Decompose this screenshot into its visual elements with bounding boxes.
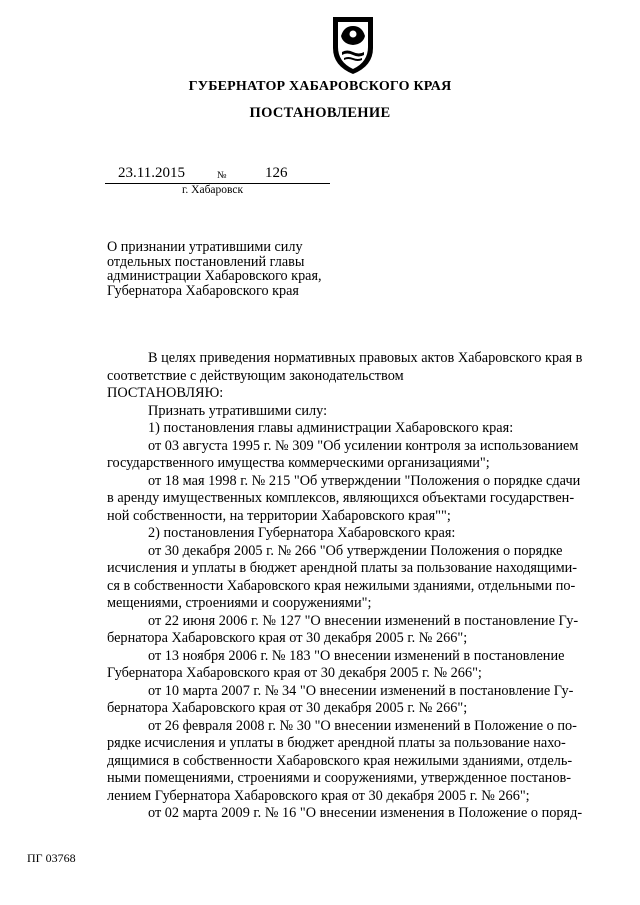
coat-of-arms-icon bbox=[329, 14, 377, 76]
body-line: от 03 августа 1995 г. № 309 "Об усилении контроля за использованием bbox=[148, 437, 579, 454]
subject-line: отдельных постановлений главы bbox=[107, 253, 305, 270]
body-line: мещениями, строениями и сооружениями"; bbox=[107, 595, 372, 611]
body-line: рядке исчисления и уплаты в бюджет арендной платы за пользование нахо- bbox=[107, 735, 566, 751]
body-line: бернатора Хабаровского края от 30 декабря 2005 г. № 266"; bbox=[107, 630, 468, 646]
body-line: ПОСТАНОВЛЯЮ: bbox=[107, 385, 224, 401]
body-line: дящимися в собственности Хабаровского края нежилыми зданиями, отдель- bbox=[107, 752, 573, 769]
body-line: В целях приведения нормативных правовых актов Хабаровского края в bbox=[148, 350, 583, 366]
body-line: от 13 ноября 2006 г. № 183 "О внесении изменений в постановление bbox=[148, 647, 565, 664]
body-line: Губернатора Хабаровского края от 30 декабря 2005 г. № 266"; bbox=[107, 665, 482, 681]
subject-line: администрации Хабаровского края, bbox=[107, 268, 322, 284]
body-line: от 02 марта 2009 г. № 16 "О внесении изменения в Положение о поряд- bbox=[148, 805, 583, 821]
body-line: от 18 мая 1998 г. № 215 "Об утверждении "Положения о порядке сдачи bbox=[148, 472, 581, 489]
document-type: ПОСТАНОВЛЕНИЕ bbox=[249, 105, 391, 121]
document-number: 126 bbox=[265, 165, 288, 181]
document-subject bbox=[107, 240, 330, 298]
governor-title: ГУБЕРНАТОР ХАБАРОВСКОГО КРАЯ bbox=[188, 79, 452, 94]
body-line: 1) постановления главы администрации Хабаровского края: bbox=[148, 420, 514, 436]
body-line: исчисления и уплаты в бюджет арендной платы за пользование находящими- bbox=[107, 560, 578, 576]
body-line: ной собственности, на территории Хабаровского края""; bbox=[107, 507, 451, 524]
body-line: от 30 декабря 2005 г. № 266 "Об утверждении Положения о порядке bbox=[148, 542, 563, 559]
body-line: в аренду имущественных комплексов, являющихся объектами государствен- bbox=[107, 490, 575, 506]
subject-line: Губернатора Хабаровского края bbox=[107, 282, 299, 299]
body-line: бернатора Хабаровского края от 30 декабря 2005 г. № 266"; bbox=[107, 700, 468, 716]
body-line: от 26 февраля 2008 г. № 30 "О внесении изменений в Положение о по- bbox=[148, 717, 577, 734]
body-line: государственного имущества коммерческими организациями"; bbox=[107, 455, 490, 471]
body-line: Признать утратившими силу: bbox=[148, 402, 328, 419]
document-body bbox=[107, 350, 589, 823]
body-line: соответствие с действующим законодательством bbox=[107, 367, 404, 384]
document-date: 23.11.2015 bbox=[118, 165, 185, 181]
body-line: ся в собственности Хабаровского края нежилыми зданиями, отдельными по- bbox=[107, 577, 576, 594]
body-line: лением Губернатора Хабаровского края от 30 декабря 2005 г. № 266"; bbox=[107, 787, 530, 804]
document-city: г. Хабаровск bbox=[182, 184, 244, 196]
form-code: ПГ 03768 bbox=[27, 851, 76, 865]
body-line: 2) постановления Губернатора Хабаровского края: bbox=[148, 525, 456, 541]
body-line: ными помещениями, строениями и сооружениями, утвержденное постанов- bbox=[107, 770, 571, 786]
number-sign: № bbox=[217, 170, 227, 181]
body-line: от 10 марта 2007 г. № 34 "О внесении изменений в постановление Гу- bbox=[148, 682, 574, 699]
body-line: от 22 июня 2006 г. № 127 "О внесении изменений в постановление Гу- bbox=[148, 612, 579, 629]
subject-line: О признании утратившими силу bbox=[107, 239, 303, 255]
